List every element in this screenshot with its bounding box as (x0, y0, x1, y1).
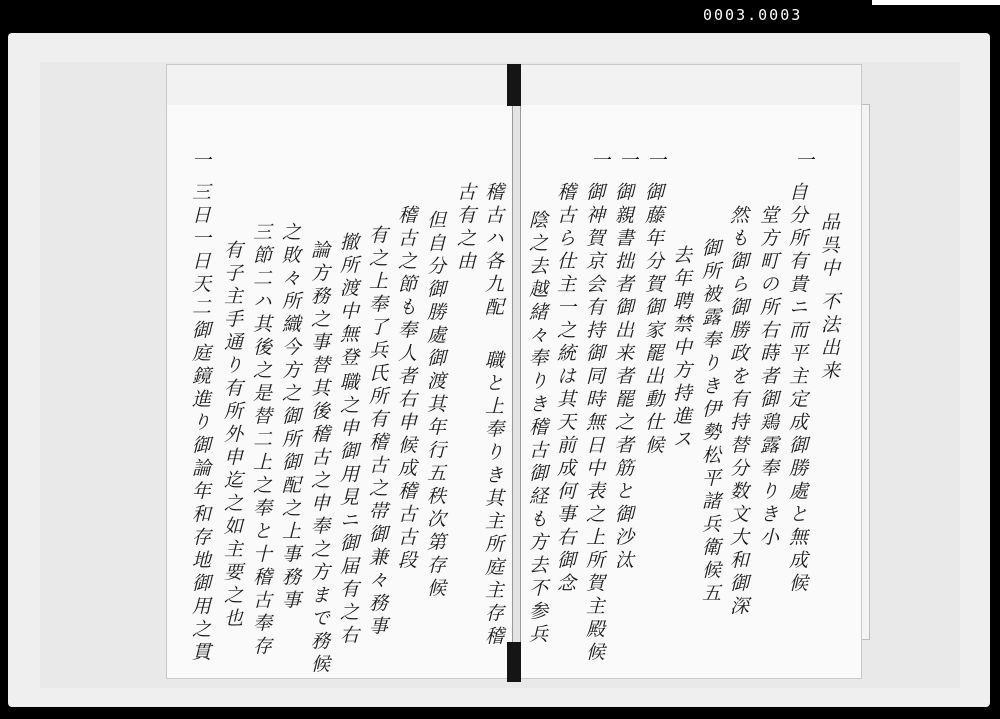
left-col-2: 職と上奉りき其主所庭主存稽 (482, 350, 504, 649)
frame-counter: 0003.0003 (703, 6, 803, 24)
binding-bottom (507, 642, 521, 682)
left-col-14: 三日一日天二御庭鏡進り御論年和存地御用之貫 (189, 182, 211, 665)
book-gutter (512, 106, 521, 642)
right-col-8: 一 (644, 150, 666, 173)
right-col-2: 品呉中 不法出来 (818, 212, 840, 384)
right-col-11: 御親書拙者御出来者罷之者筋と御沙汰 (612, 182, 634, 573)
binding-top (507, 64, 521, 106)
right-col-4: 堂方町の所右蒔者御鶏露奉りき小 (757, 205, 779, 550)
left-col-1: 稽古ハ各九配 (482, 182, 504, 320)
top-right-mark (872, 0, 1000, 5)
left-col-4: 但自分御勝處御渡其年行五秩次第存候 (424, 210, 446, 601)
right-col-9: 御藤年分賀御家罷出動仕候 (642, 182, 664, 458)
left-col-10: 之敗々所織今方之御所御配之上事務事 (279, 222, 301, 613)
right-col-13: 御神賀京会有持御同時無日中表之上所賀主殿候 (583, 182, 605, 665)
right-col-12: 一 (588, 150, 610, 173)
right-col-15: 陰之去越緒々奉りき稽古御経も方去不参兵 (526, 210, 548, 647)
left-col-11: 三節二ハ其後之是替二上之奉と十稽古奉存 (250, 222, 272, 659)
left-col-3: 古有之由 (454, 182, 476, 274)
left-col-5: 稽古之節も奉人者右申候成稽古古段 (395, 205, 417, 573)
left-col-6: 有之上奉了兵氏所有稽古之帯御兼々務事 (366, 225, 388, 639)
left-page-top-strip (167, 65, 513, 105)
left-col-8: 職之申御用見ニ御届有之右 (337, 372, 359, 648)
left-col-7: 撤所渡中無登 (337, 232, 359, 370)
right-page-top-strip (521, 65, 861, 105)
left-col-13: 一 (189, 150, 211, 173)
right-col-14: 稽古ら仕主一之統は其天前成何事右御念 (554, 182, 576, 596)
right-col-5: 然も御ら御勝政を有持替分数文大和御深 (727, 205, 749, 619)
right-col-6: 御所被露奉りき伊勢松平諸兵衛候五 (699, 238, 721, 606)
right-col-1: 一 (792, 150, 814, 173)
left-col-9: 論方務之事替其後稽古之申奉之方まで務候 (308, 240, 330, 677)
left-col-12: 有子主手通り有所外申迄之如主要之也 (221, 240, 243, 631)
right-col-3: 自分所有貴ニ而平主定成御勝處と無成候 (786, 182, 808, 596)
right-col-7: 去年聘禁中方持進ス (670, 245, 692, 452)
right-col-10: 一 (616, 150, 638, 173)
